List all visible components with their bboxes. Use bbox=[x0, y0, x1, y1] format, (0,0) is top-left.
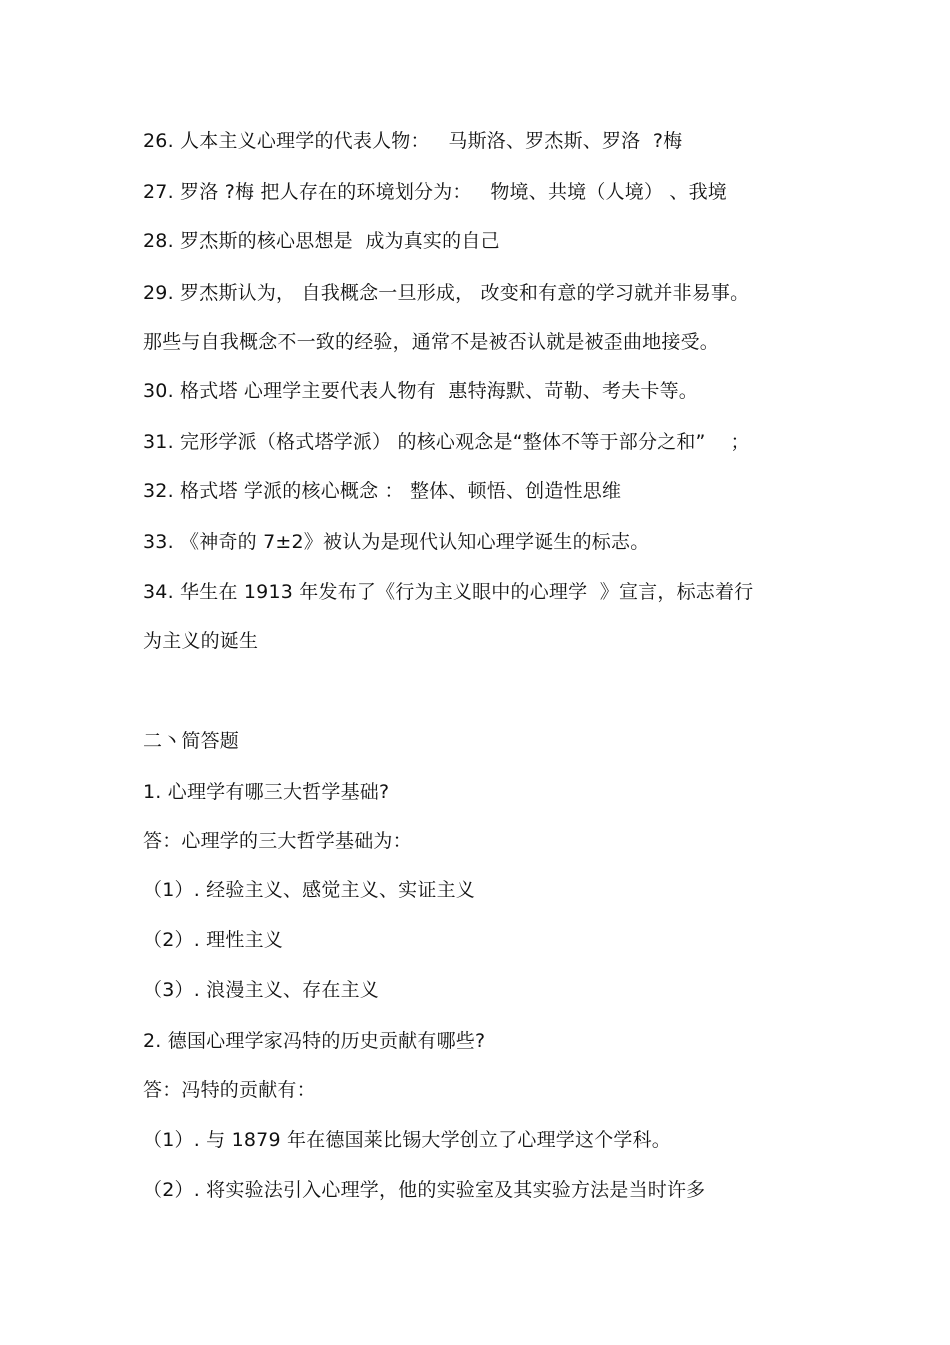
item-31: 31. 完形学派（格式塔学派） 的核心观念是“整体不等于部分之和” ； bbox=[143, 431, 750, 453]
item-34: 34. 华生在 1913 年发布了《行为主义眼中的心理学 》宣言，标志着行 bbox=[143, 581, 754, 603]
answer-1-point-3: （3）. 浪漫主义、存在主义 bbox=[143, 979, 379, 1001]
item-29: 29. 罗杰斯认为， 自我概念一旦形成， 改变和有意的学习就并非易事。 bbox=[143, 282, 750, 304]
answer-1-point-2: （2）. 理性主义 bbox=[143, 929, 283, 951]
answer-2-intro: 答：冯特的贡献有： bbox=[143, 1079, 316, 1101]
item-33: 33. 《神奇的 7±2》被认为是现代认知心理学诞生的标志。 bbox=[143, 531, 650, 553]
item-32: 32. 格式塔 学派的核心概念 ： 整体、顿悟、创造性思维 bbox=[143, 480, 622, 502]
item-30: 30. 格式塔 心理学主要代表人物有 惠特海默、苛勒、考夫卡等。 bbox=[143, 380, 698, 402]
section-heading: 二丶简答题 bbox=[143, 730, 240, 752]
item-28: 28. 罗杰斯的核心思想是 成为真实的自己 bbox=[143, 230, 500, 252]
answer-1-intro: 答：心理学的三大哲学基础为： bbox=[143, 830, 412, 852]
question-1: 1. 心理学有哪三大哲学基础? bbox=[143, 781, 390, 803]
answer-2-point-1: （1）. 与 1879 年在德国莱比锡大学创立了心理学这个学科。 bbox=[143, 1129, 672, 1151]
item-27: 27. 罗洛 ?梅 把人存在的环境划分为： 物境、共境（人境） 、我境 bbox=[143, 181, 727, 203]
item-34-continued: 为主义的诞生 bbox=[143, 630, 259, 652]
item-26: 26. 人本主义心理学的代表人物： 马斯洛、罗杰斯、罗洛 ?梅 bbox=[143, 130, 683, 152]
item-29-continued: 那些与自我概念不一致的经验，通常不是被否认就是被歪曲地接受。 bbox=[143, 331, 720, 353]
answer-2-point-2: （2）. 将实验法引入心理学，他的实验室及其实验方法是当时许多 bbox=[143, 1179, 706, 1201]
answer-1-point-1: （1）. 经验主义、感觉主义、实证主义 bbox=[143, 879, 475, 901]
question-2: 2. 德国心理学家冯特的历史贡献有哪些? bbox=[143, 1030, 486, 1052]
